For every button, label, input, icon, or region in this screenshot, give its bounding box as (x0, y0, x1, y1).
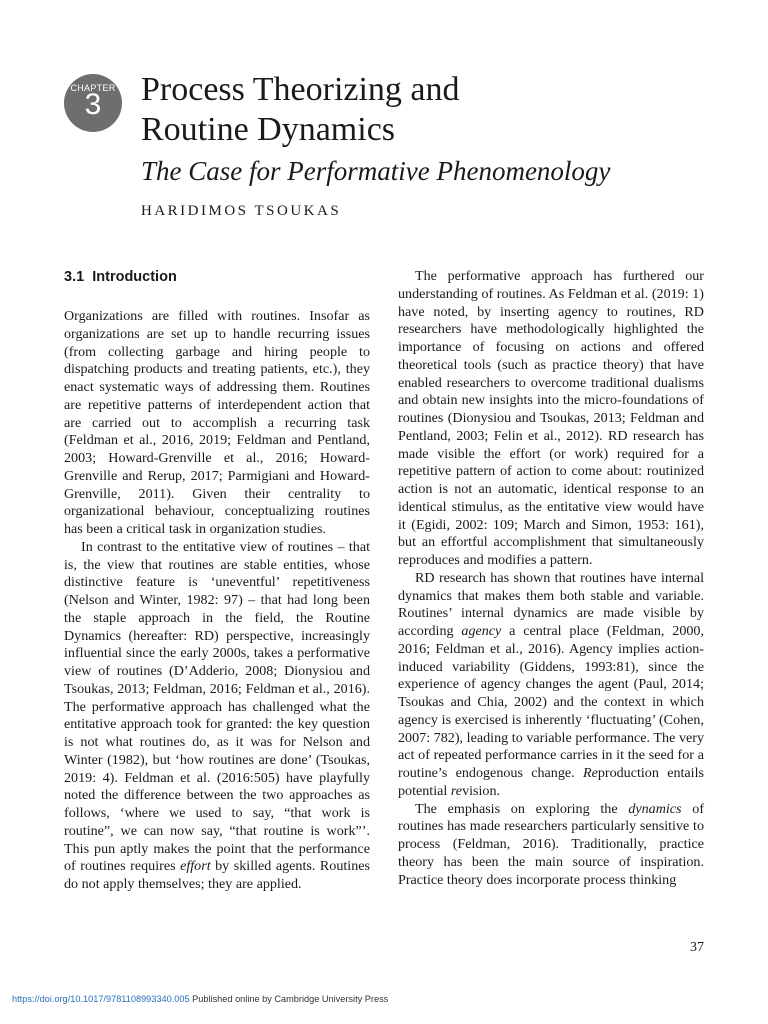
page-number: 37 (690, 940, 704, 955)
right-p3-emphasis-dynamics: dynamics (628, 800, 682, 817)
chapter-title (141, 70, 741, 150)
author-name: HARIDIMOS TSOUKAS (141, 203, 342, 219)
footer (12, 994, 388, 1004)
right-paragraph-3 (398, 801, 704, 890)
chapter-number: 3 (84, 88, 102, 121)
right-p2-text-d: vision. (462, 782, 501, 799)
left-p2-emphasis-effort: effort (180, 858, 211, 875)
left-column (64, 268, 370, 894)
chapter-label: CHAPTER (70, 83, 116, 93)
right-paragraph-1 (398, 268, 704, 570)
right-p2-emphasis-re-2: re (450, 782, 463, 799)
chapter-subtitle: The Case for Performative Phenomenology (141, 156, 611, 186)
left-paragraph-2 (64, 539, 370, 894)
chapter-title-line-1: Process Theorizing and (141, 71, 460, 108)
left-paragraph-1 (64, 308, 370, 539)
chapter-title-line-2: Routine Dynamics (141, 111, 396, 148)
right-paragraph-2 (398, 570, 704, 801)
section-title: Introduction (92, 269, 177, 285)
right-column (398, 268, 704, 889)
section-number: 3.1 (64, 269, 85, 285)
section-heading (64, 268, 370, 286)
doi-link[interactable]: https://doi.org/10.1017/9781108993340.005 (12, 994, 190, 1004)
right-p3-text-a: The emphasis on exploring the (415, 800, 629, 817)
left-p1-text: Organizations are filled with routines. Insofar as organizations are set up to handle recurring issues (from collecting garbage and hiring people to dispatching products and treating patients, etc.), they enact systematic ways of addressing them. Routines are repetitive patterns of interdependent action that are carried out to accomplish a recurring task (Feldman et al., 2016, 2019; Feldman and Pentland, 2003; Howard-Grenville et al., 2016; Howard-Grenville and Rerup, 2017; Parmigiani and Howard-Grenville, 2011). Given their centrality to organizational behaviour, conceptualizing routines has been a critical task in organization studies. (64, 308, 370, 537)
right-p2-text-b: a central place (Feldman, 2000, 2016; Feldman et al., 2016). Agency implies action-induced variability (Giddens, 1993:81), since the experience of agency changes the agent (Paul, 2014; Tsoukas and Chia, 2002) and the context in which agency is exercised is inherently ‘fluctuating’ (Cohen, 2007: 782), leading to variable performance. The very act of repeated performance carries in it the seed for a routine’s endogenous change. (398, 623, 704, 781)
right-p2-emphasis-re: Re (582, 765, 598, 781)
right-p3-text-b: of routines has made researchers particularly sensitive to process (Feldman, 2016). Traditionally, practice theory has been the main source of inspiration. Practice theory does incorporate process thinking (398, 800, 705, 888)
right-p2-text-a: RD research has shown that routines have internal dynamics that makes them both stable and variable. Routines’ internal dynamics are made visible by according (398, 569, 704, 639)
right-p1-text: The performative approach has furthered our understanding of routines. As Feldman et al. (2019: 1) have noted, by inserting agency to routines, RD researchers have methodologically highlighted the importance of focusing on actions and offered theoretical tools (such as practice theory) that have enabled researchers to overcome traditional dualisms and obtain new insights into the micro-foundations of routines (Dionysiou and Tsoukas, 2013; Feldman and Pentland, 2003; Felin et al., 2012). RD research has made visible the effort (or work) required for a repetitive pattern of action to come about: routinized action is not an automatic, identical response to an identical stimulus, as the entitative view would have it (Egidi, 2002: 109; March and Simon, 1953: 161), but an effortful accomplishment that simultaneously reproduces and modifies a pattern. (398, 268, 704, 568)
right-p2-emphasis-agency: agency (461, 623, 502, 639)
chapter-badge (64, 74, 122, 132)
left-p2-text-a: In contrast to the entitative view of routines – that is, the view that routines are stable entities, whose distinctive feature is ‘uneventful’ repetitiveness (Nelson and Winter, 1982: 97) – that had long been the staple approach in the field, the Routine Dynamics (hereafter: RD) perspective, increasingly influential since the early 2000s, takes a performative view of routines (D’Adderio, 2008; Dionysiou and Tsoukas, 2013; Feldman, 2016; Feldman et al., 2016). The performative approach has challenged what the entitative approach took for granted: the key question is not what routines do, as it was for Nelson and Winter (1982), but ‘how routines are done’ (Tsoukas, 2019: 4). Feldman et al. (2016:505) have playfully noted the difference between the two approaches as follows, ‘where we used to say, “that work is routine”, we can now say, “that routine is work”’. This pun aptly makes the point that the performance of routines requires (64, 538, 370, 875)
right-p2-text-c: production entails potential (398, 765, 704, 799)
publisher-note: Published online by Cambridge University Press (189, 994, 389, 1004)
left-p2-text-b: by skilled agents. Routines do not apply themselves; they are applied. (64, 858, 370, 892)
